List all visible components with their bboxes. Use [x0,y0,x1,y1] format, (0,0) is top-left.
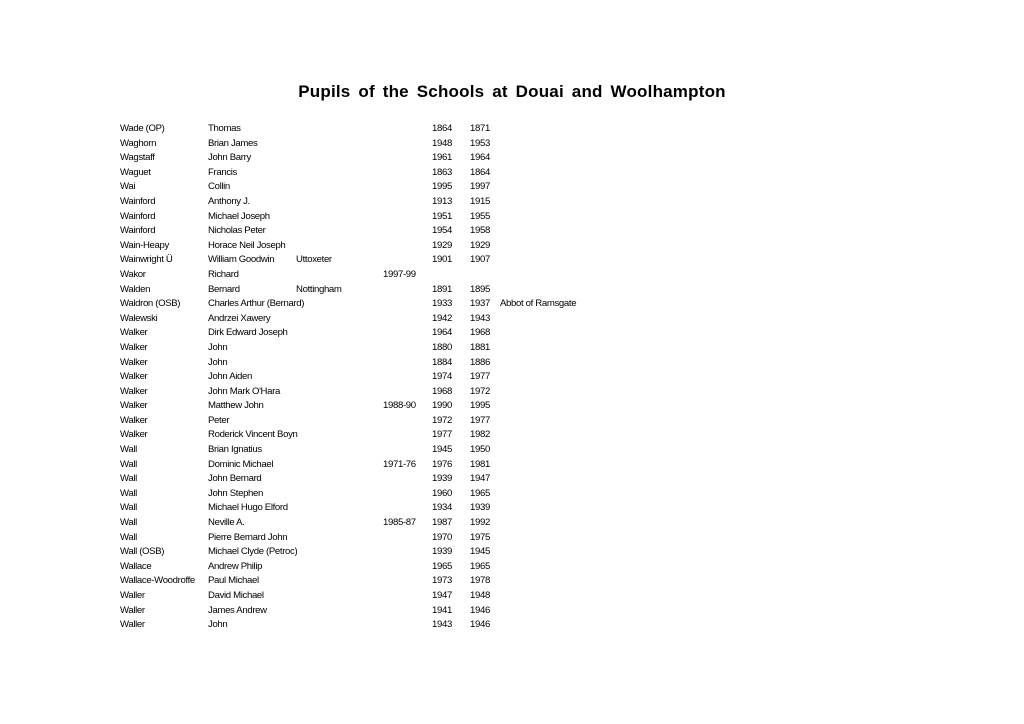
entry-year-cell: 1880 [432,341,452,353]
surname-cell: Walewski [120,312,158,324]
entry-year-cell: 1891 [432,283,452,295]
surname-cell: Walker [120,429,148,441]
first-names-cell: John Aiden [208,371,252,383]
entry-year-cell: 1972 [432,414,452,426]
first-names-cell: Andrzei Xawery [208,312,271,324]
leaving-year-cell: 1907 [470,254,490,266]
first-names-cell: Thomas [208,123,241,134]
entry-year-cell: 1929 [432,239,452,251]
first-names-cell: James Andrew [208,604,267,616]
surname-cell: Waguet [120,166,151,178]
surname-cell: Walker [120,356,148,368]
surname-cell: Walden [120,283,151,295]
first-names-cell: Anthony J. [208,195,250,207]
first-names-cell: Richard [208,268,239,280]
entry-year-cell: 1934 [432,502,452,514]
pupil-row [0,472,1024,487]
leaving-year-cell: 1978 [470,575,490,587]
surname-cell: Wall [120,517,137,529]
pupil-row [0,531,1024,546]
place-cell: Uttoxeter [296,254,332,266]
pupil-row [0,253,1024,268]
surname-cell: Wallace-Woodroffe [120,575,195,587]
first-names-cell: Peter [208,414,230,426]
surname-cell: Wagstaff [120,152,155,164]
leaving-year-cell: 1965 [470,487,490,499]
surname-cell: Walker [120,400,148,412]
pupil-row [0,137,1024,152]
surname-cell: Wai [120,181,136,193]
leaving-year-cell: 1965 [470,560,490,572]
first-names-cell: Brian James [208,137,258,149]
entry-year-cell: 1939 [432,546,452,558]
leaving-year-cell: 1997 [470,181,490,193]
entry-year-cell: 1977 [432,429,452,441]
entry-year-cell: 1884 [432,356,452,368]
first-names-cell: Michael Hugo Elford [208,502,288,514]
note-cell: Abbot of Ramsgate [500,298,577,310]
pupil-row [0,210,1024,225]
surname-cell: Wainford [120,225,156,237]
entry-year-cell: 1961 [432,152,452,164]
leaving-year-cell: 1864 [470,166,490,178]
leaving-year-cell: 1975 [470,531,490,543]
surname-cell: Wall [120,531,137,543]
entry-year-cell: 1947 [432,590,452,601]
leaving-year-cell: 1950 [470,444,490,456]
pupil-row [0,414,1024,429]
first-names-cell: John [208,619,228,631]
page-title: Pupils of the Schools at Douai and Woolhampton [298,82,726,101]
surname-cell: Waldron (OSB) [120,298,181,310]
leaving-year-cell: 1915 [470,195,490,207]
surname-cell: Wall [120,487,137,499]
first-names-cell: Francis [208,166,238,178]
first-names-cell: John Barry [208,152,251,164]
surname-cell: Waller [120,604,145,616]
first-names-cell: Roderick Vincent Boyn [208,429,298,441]
prep-years-cell: 1971-76 [383,458,416,470]
first-names-cell: Horace Neil Joseph [208,239,286,251]
pupil-row [0,180,1024,195]
pupil-row [0,560,1024,575]
pupil-row [0,487,1024,502]
entry-year-cell: 1933 [432,298,452,310]
first-names-cell: John Mark O'Hara [208,385,280,397]
leaving-year-cell: 1947 [470,473,490,485]
pupil-row [0,283,1024,298]
entry-year-cell: 1948 [432,137,452,149]
pupil-row [0,370,1024,385]
surname-cell: Walker [120,327,148,339]
surname-cell: Wade (OP) [120,123,165,134]
entry-year-cell: 1995 [432,181,452,193]
leaving-year-cell: 1943 [470,312,490,324]
first-names-cell: Nicholas Peter [208,225,266,237]
entry-year-cell: 1964 [432,327,452,339]
pupil-list [0,122,1024,633]
pupil-row [0,151,1024,166]
surname-cell: Waller [120,590,145,601]
first-names-cell: Andrew Philip [208,560,263,572]
first-names-cell: Paul Michael [208,575,259,587]
pupil-row [0,326,1024,341]
entry-year-cell: 1939 [432,473,452,485]
leaving-year-cell: 1995 [470,400,490,412]
entry-year-cell: 1941 [432,604,452,616]
entry-year-cell: 1974 [432,371,452,383]
surname-cell: Wallace [120,560,152,572]
entry-year-cell: 1960 [432,487,452,499]
entry-year-cell: 1990 [432,400,452,412]
leaving-year-cell: 1881 [470,341,490,353]
surname-cell: Wall [120,473,137,485]
pupil-row [0,399,1024,414]
pupil-row [0,385,1024,400]
entry-year-cell: 1968 [432,385,452,397]
first-names-cell: Dirk Edward Joseph [208,327,288,339]
surname-cell: Waller [120,619,145,631]
entry-year-cell: 1943 [432,619,452,631]
surname-cell: Wall [120,502,137,514]
pupil-row [0,122,1024,137]
surname-cell: Walker [120,371,148,383]
first-names-cell: Brian Ignatius [208,444,262,456]
pupil-row [0,574,1024,589]
pupil-row [0,545,1024,560]
leaving-year-cell: 1946 [470,604,490,616]
surname-cell: Walker [120,341,148,353]
pupil-row [0,268,1024,283]
entry-year-cell: 1973 [432,575,452,587]
surname-cell: Wainwright Ü [120,254,173,266]
entry-year-cell: 1863 [432,166,452,178]
surname-cell: Wain-Heapy [120,239,169,251]
pupil-row [0,458,1024,473]
leaving-year-cell: 1977 [470,371,490,383]
prep-years-cell: 1988-90 [383,400,416,412]
entry-year-cell: 1942 [432,312,452,324]
pupil-row [0,589,1024,604]
entry-year-cell: 1976 [432,458,452,470]
first-names-cell: David Michael [208,590,264,601]
place-cell: Nottingham [296,283,342,295]
leaving-year-cell: 1982 [470,429,490,441]
surname-cell: Waghorn [120,137,157,149]
first-names-cell: John [208,356,228,368]
entry-year-cell: 1913 [432,195,452,207]
leaving-year-cell: 1953 [470,137,490,149]
leaving-year-cell: 1939 [470,502,490,514]
leaving-year-cell: 1948 [470,590,490,601]
prep-years-cell: 1985-87 [383,517,416,529]
first-names-cell: Michael Clyde (Petroc) [208,546,298,558]
leaving-year-cell: 1871 [470,123,490,134]
pupil-row [0,312,1024,327]
pupil-row [0,516,1024,531]
first-names-cell: Collin [208,181,230,193]
leaving-year-cell: 1945 [470,546,490,558]
leaving-year-cell: 1968 [470,327,490,339]
first-names-cell: John [208,341,228,353]
leaving-year-cell: 1946 [470,619,490,631]
leaving-year-cell: 1981 [470,458,490,470]
entry-year-cell: 1965 [432,560,452,572]
entry-year-cell: 1901 [432,254,452,266]
entry-year-cell: 1954 [432,225,452,237]
entry-year-cell: 1945 [432,444,452,456]
pupil-row [0,166,1024,181]
first-names-cell: Michael Joseph [208,210,270,222]
first-names-cell: John Stephen [208,487,264,499]
pupil-row [0,356,1024,371]
surname-cell: Wakor [120,268,146,280]
surname-cell: Wainford [120,195,156,207]
leaving-year-cell: 1977 [470,414,490,426]
pupil-row [0,341,1024,356]
surname-cell: Wall (OSB) [120,546,165,558]
entry-year-cell: 1951 [432,210,452,222]
leaving-year-cell: 1972 [470,385,490,397]
first-names-cell: Neville A. [208,517,245,529]
leaving-year-cell: 1886 [470,356,490,368]
entry-year-cell: 1864 [432,123,452,134]
leaving-year-cell: 1958 [470,225,490,237]
first-names-cell: Bernard [208,283,240,295]
leaving-year-cell: 1937 [470,298,490,310]
first-names-cell: Pierre Bernard John [208,531,288,543]
leaving-year-cell: 1964 [470,152,490,164]
pupil-row [0,428,1024,443]
pupil-row [0,501,1024,516]
leaving-year-cell: 1929 [470,239,490,251]
pupil-row [0,239,1024,254]
surname-cell: Walker [120,385,148,397]
first-names-cell: Dominic Michael [208,458,274,470]
pupil-row [0,618,1024,633]
leaving-year-cell: 1992 [470,517,490,529]
leaving-year-cell: 1955 [470,210,490,222]
entry-year-cell: 1987 [432,517,452,529]
leaving-year-cell: 1895 [470,283,490,295]
first-names-cell: Matthew John [208,400,264,412]
first-names-cell: John Bernard [208,473,262,485]
pupil-row [0,443,1024,458]
first-names-cell: Charles Arthur (Bernard) [208,298,305,310]
pupil-row [0,224,1024,239]
pupil-row [0,297,1024,312]
pupil-row [0,604,1024,619]
surname-cell: Walker [120,414,148,426]
pupil-row [0,195,1024,210]
surname-cell: Wainford [120,210,156,222]
prep-years-cell: 1997-99 [383,268,416,280]
surname-cell: Wall [120,444,137,456]
surname-cell: Wall [120,458,137,470]
entry-year-cell: 1970 [432,531,452,543]
first-names-cell: William Goodwin [208,254,275,266]
